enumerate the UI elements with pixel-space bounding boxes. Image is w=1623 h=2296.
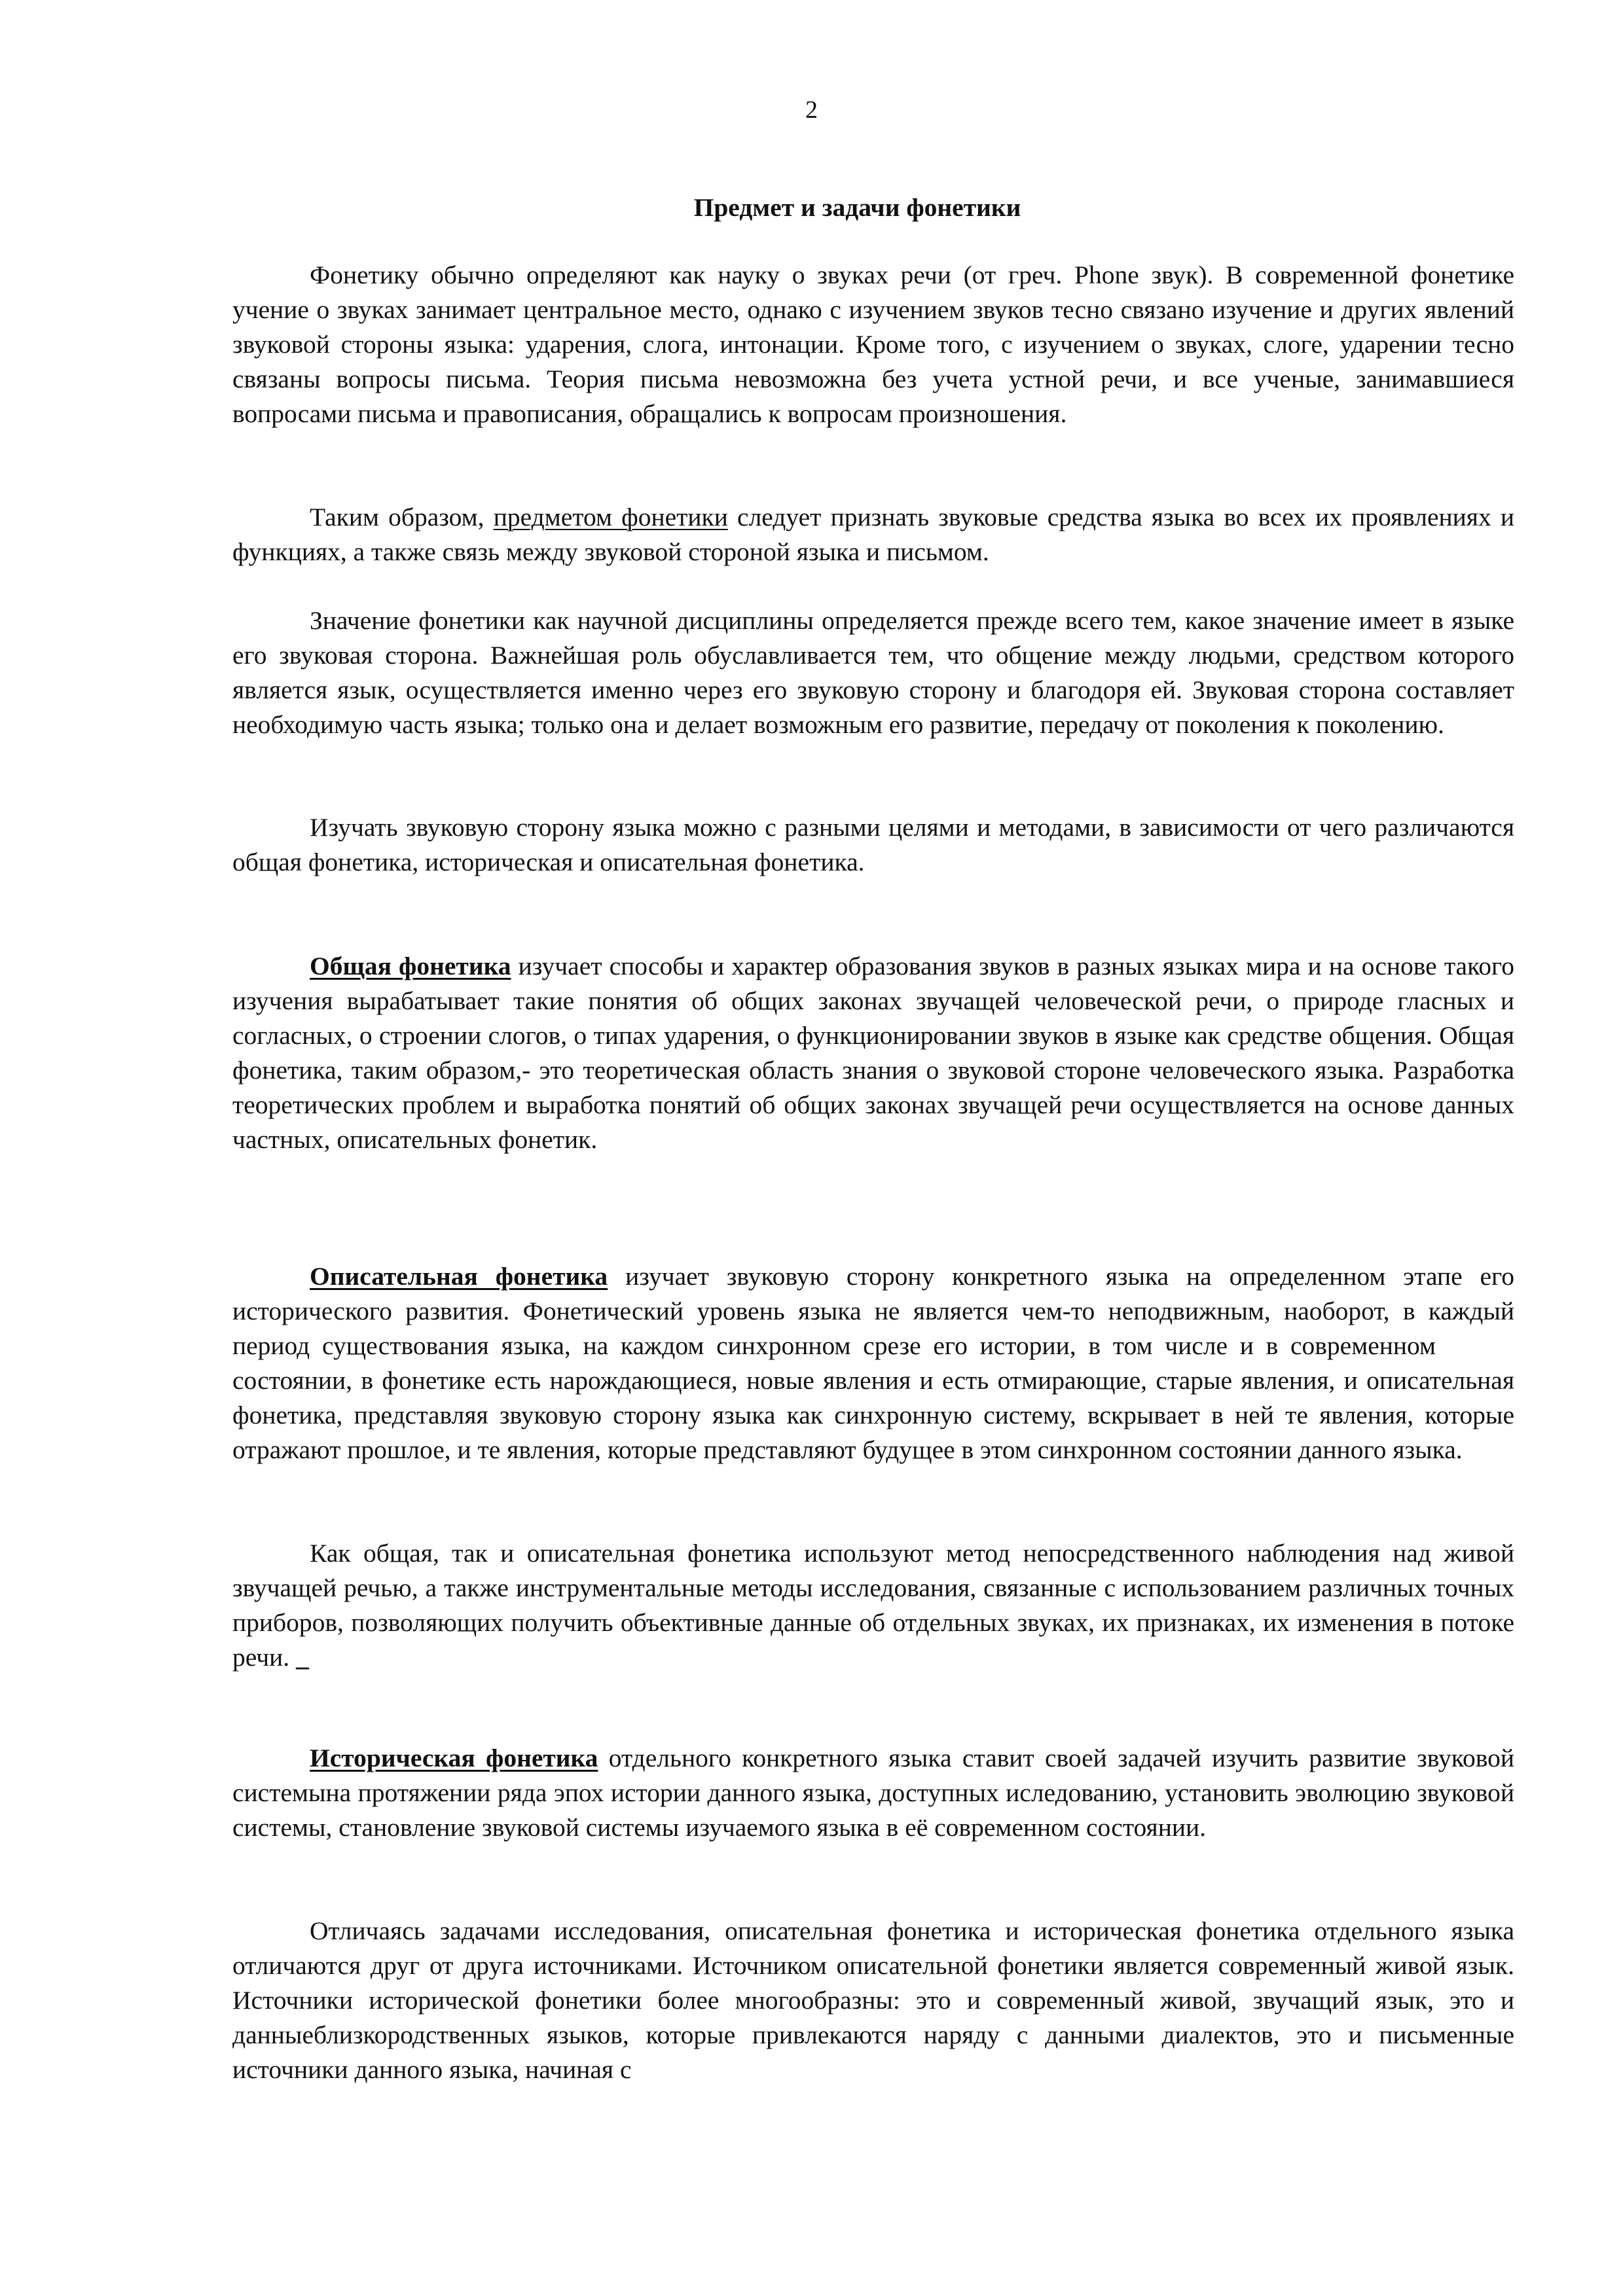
paragraph-methods-text: Как общая, так и описательная фонетика используют метод непосредственного наблюдения над живой звучащей речью, а также инструментальные методы исследования, связанные с использованием различных точных приборов, позволяющих получить объективные данные об отдельных звуках, их признаках, их изменения в потоке речи. (232, 1539, 1514, 1672)
term-subject-of-phonetics: предметом фонетики (493, 503, 728, 531)
paragraph-methods (232, 1536, 1514, 1675)
paragraph-historical-phonetics (232, 1741, 1514, 1845)
paragraph-subject-lead: Таким образом, (310, 503, 494, 531)
document-title: Предмет и задачи фонетики (693, 193, 1021, 222)
paragraph-general-phonetics (232, 949, 1514, 1157)
paragraph-descriptive-phonetics (232, 1259, 1514, 1467)
paragraph-descriptive-phonetics-text-b: состоянии, в фонетике есть нарождающиеся, новые явления и есть отмирающие, старые явления, и описательная фонетика, представляя звуковую сторону языка как синхронную систему, вскрывает в ней те явления, которые отражают прошлое, и те явления, которые представляют будущее в этом синхронном состоянии данного языка. (232, 1366, 1514, 1464)
paragraph-subject-rest: следует признать звуковые средства языка во всех их проявлениях и функциях, а также связь между звуковой стороной языка и письмом. (232, 503, 1514, 566)
paragraph-subject (232, 500, 1514, 569)
underscore-mark: _ (296, 1643, 309, 1672)
term-historical-phonetics: Историческая фонетика (310, 1744, 598, 1772)
term-descriptive-phonetics: Описательная фонетика (310, 1262, 608, 1291)
paragraph-types: Изучать звуковую сторону языка можно с разными целями и методами, в зависимости от чего различаются общая фонетика, историческая и описательная фонетика. (232, 813, 1514, 876)
paragraph-significance: Значение фонетики как научной дисциплины определяется прежде всего тем, какое значение имеет в языке его звуковая сторона. Важнейшая роль обуславливается тем, что общение между людьми, средством которого является язык, осуществляется именно через его звуковую сторону и благодоря ей. Звуковая сторона составляет необходимую часть языка; только она и делает возможным его развитие, передачу от поколения к поколению. (232, 606, 1514, 739)
paragraph-historical-phonetics-text: отдельного конкретного языка ставит своей задачей изучить развитие звуковой системына протяжении ряда эпох истории данного языка, доступных иследованию, установить эволюцию звуковой системы, становление звуковой системы изучаемого языка в её современном состоянии. (232, 1744, 1514, 1842)
paragraph-general-phonetics-text: изучает способы и характер образования звуков в разных языках мира и на основе такого изучения вырабатывает такие понятия об общих законах звучащей человеческой речи, о природе гласных и согласных, о строении слогов, о типах ударения, о функционировании звуков в языке как средстве общения. Общая фонетика, таким образом,- это теоретическая область знания о звуковой стороне человеческого языка. Разработка теоретических проблем и выработка понятий об общих законах звучащей речи осуществляется на основе данных частных, описательных фонетик. (232, 952, 1514, 1154)
paragraph-sources: Отличаясь задачами исследования, описательная фонетика и историческая фонетика отдельного языка отличаются друг от друга источниками. Источником описательной фонетики является современный живой язык. Источники исторической фонетики более многообразны: это и современный живой, звучащий язык, это и данныеблизкородственных языков, которые привлекаются наряду с данными диалектов, это и письменные источники данного языка, начиная с (232, 1916, 1514, 2084)
paragraph-definition: Фонетику обычно определяют как науку о звуках речи (от греч. Phone звук). В современной фонетике учение о звуках занимает центральное место, однако с изучением звуков тесно связано изучение и других явлений звуковой стороны языка: ударения, слога, интонации. Кроме того, с изучением о звуках, слоге, ударении тесно связаны вопросы письма. Теория письма невозможна без учета устной речи, и все ученые, занимавшиеся вопросами письма и правописания, обращались к вопросам произношения. (232, 260, 1514, 428)
term-general-phonetics: Общая фонетика (310, 952, 511, 980)
page-number: 2 (805, 96, 818, 124)
paragraph-descriptive-phonetics-text-a: изучает звуковую сторону конкретного языка на определенном этапе его исторического развития. Фонетический уровень языка не является чем-то неподвижным, наоборот, в каждый период существования языка, на каждом синхронном срезе его истории, в том числе и в современном (232, 1262, 1515, 1360)
